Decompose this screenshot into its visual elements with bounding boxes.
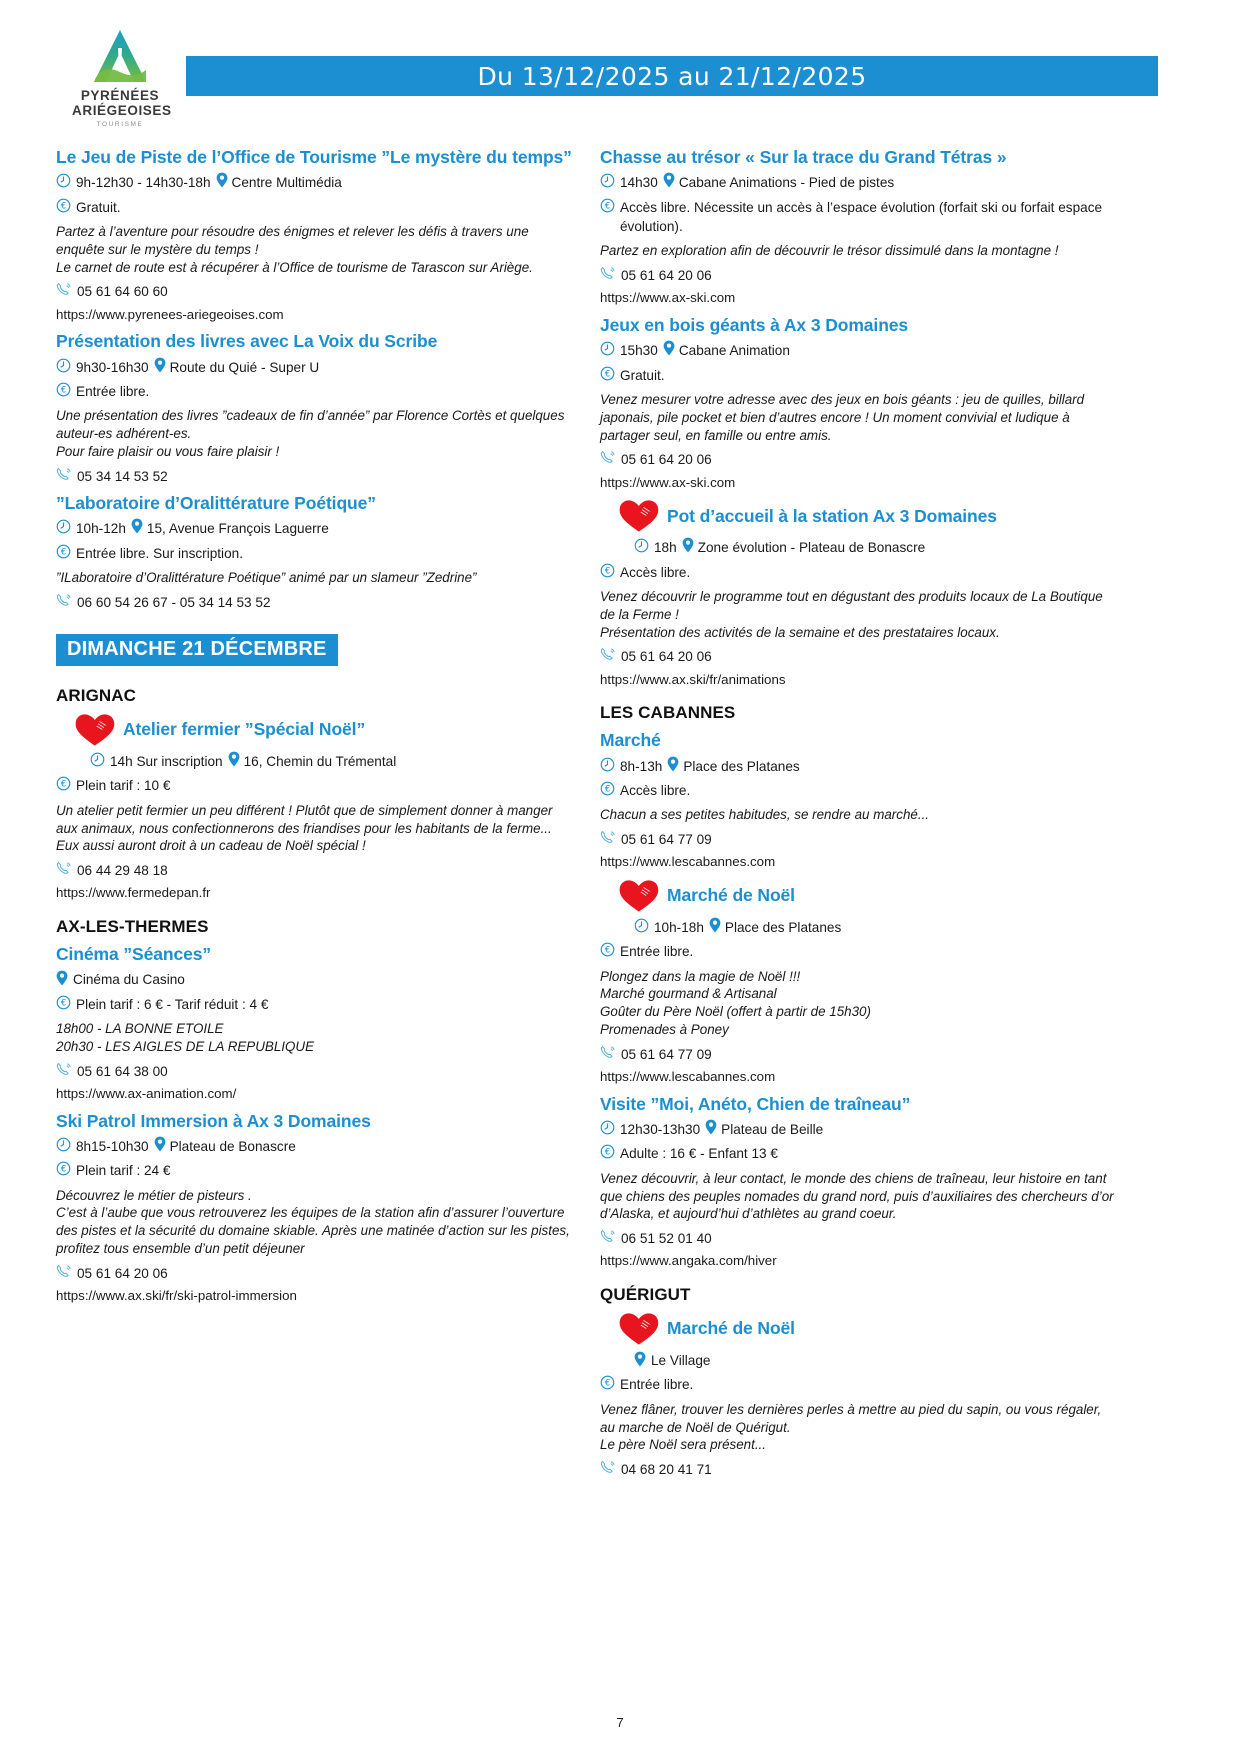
event-phone: 05 61 64 20 06	[621, 268, 712, 284]
location-pin-icon	[154, 1136, 166, 1152]
event-url[interactable]: https://www.ax-ski.com	[600, 474, 736, 490]
location-pin-icon	[709, 917, 721, 933]
event-entry	[56, 147, 572, 324]
svg-text:€: €	[60, 546, 67, 557]
euro-price-icon	[56, 995, 71, 1010]
svg-text:€: €	[604, 783, 611, 794]
event-place: Route du Quié - Super U	[169, 359, 320, 375]
euro-price-icon	[56, 382, 71, 397]
event-phone: 04 68 20 41 71	[621, 1462, 712, 1478]
page-number: 7	[616, 1715, 624, 1730]
event-description: Venez flâner, trouver les dernières perles à mettre au pied du sapin, ou vous régaler, au marche de Noël de Quérigut. Le père Noël sera présent...	[600, 1401, 1102, 1453]
event-price: Accès libre.	[620, 782, 691, 798]
euro-price-icon	[600, 1144, 615, 1159]
svg-text:€: €	[604, 565, 611, 576]
clock-icon	[56, 358, 71, 373]
event-price-line	[56, 775, 572, 795]
event-schedule-line	[634, 917, 1116, 937]
event-phone: 05 61 64 20 06	[77, 1265, 168, 1281]
event-schedule-line	[634, 537, 1116, 557]
svg-text:€: €	[60, 384, 67, 395]
svg-text:€: €	[60, 779, 67, 790]
event-place: Cabane Animations - Pied de pistes	[678, 175, 895, 191]
euro-price-icon	[600, 1375, 615, 1390]
event-url[interactable]: https://www.lescabannes.com	[600, 854, 776, 870]
event-phone: 05 61 64 20 06	[621, 452, 712, 468]
event-place-line	[634, 1350, 1116, 1370]
event-url[interactable]: https://www.lescabannes.com	[600, 1069, 776, 1085]
event-title: Le Jeu de Piste de l’Office de Tourisme ”Le mystère du temps”	[56, 147, 572, 167]
euro-price-icon	[56, 544, 71, 559]
event-place: Cinéma du Casino	[73, 972, 185, 988]
event-time: 14h30	[620, 175, 658, 191]
euro-price-icon	[56, 1161, 71, 1176]
event-url[interactable]: https://www.ax-animation.com/	[56, 1085, 237, 1101]
event-place: 15, Avenue François Laguerre	[146, 521, 329, 537]
event-price: Entrée libre.	[620, 1377, 694, 1393]
phone-icon	[56, 1264, 72, 1279]
day-banner: DIMANCHE 21 DÉCEMBRE	[56, 634, 338, 666]
event-description: Partez en exploration afin de découvrir le trésor dissimulé dans la montagne !	[600, 243, 1059, 259]
clock-icon	[634, 918, 649, 933]
event-time: 8h15-10h30	[76, 1138, 149, 1154]
event-description: Chacun a ses petites habitudes, se rendre au marché...	[600, 807, 930, 823]
event-time: 10h-18h	[654, 919, 704, 935]
event-price-line	[600, 941, 1116, 961]
event-price-line	[600, 780, 1116, 800]
location-pin-icon	[634, 1351, 646, 1367]
event-price: Gratuit.	[76, 199, 121, 215]
event-phone-line[interactable]	[56, 281, 572, 301]
event-url[interactable]: https://www.pyrenees-ariegeoises.com	[56, 306, 284, 322]
phone-icon	[56, 1062, 72, 1077]
event-phone: 05 34 14 53 52	[77, 468, 168, 484]
event-price: Plein tarif : 10 €	[76, 778, 171, 794]
svg-text:€: €	[604, 1147, 611, 1158]
location-pin-icon	[216, 172, 228, 188]
heart-favourite-icon	[618, 879, 660, 913]
location-pin-icon	[154, 357, 166, 373]
euro-price-icon	[600, 563, 615, 578]
phone-icon	[56, 593, 72, 608]
euro-price-icon	[600, 781, 615, 796]
euro-price-icon	[56, 776, 71, 791]
event-price: Entrée libre.	[76, 383, 150, 399]
phone-icon	[600, 266, 616, 281]
event-phone-line[interactable]	[600, 829, 1116, 849]
event-place-line	[56, 969, 572, 989]
event-price-line	[600, 1143, 1116, 1163]
event-title-with-heart	[618, 499, 1116, 533]
location-pin-icon	[705, 1119, 717, 1135]
heart-favourite-icon	[618, 1312, 660, 1346]
pyrenees-a-logo-icon	[72, 26, 168, 88]
logo-text-line3: TOURISME	[96, 120, 144, 128]
event-phone-line[interactable]	[56, 592, 572, 612]
event-title: Présentation des livres avec La Voix du Scribe	[56, 331, 438, 352]
event-phone: 05 61 64 60 60	[77, 284, 168, 300]
event-title: Marché	[600, 730, 661, 751]
event-price-line	[56, 381, 572, 401]
event-place: Place des Platanes	[683, 758, 800, 774]
event-phone-line[interactable]	[600, 449, 1116, 469]
euro-price-icon	[56, 198, 71, 213]
event-time: 9h30-16h30	[76, 359, 149, 375]
phone-icon	[56, 861, 72, 876]
event-entry	[600, 1312, 1116, 1479]
phone-icon	[600, 830, 616, 845]
event-entry	[56, 713, 572, 903]
event-time: 10h-12h	[76, 521, 126, 537]
event-time: 8h-13h	[620, 758, 663, 774]
event-title: ”Laboratoire d’Oralittérature Poétique”	[56, 493, 376, 514]
event-price: Adulte : 16 € - Enfant 13 €	[620, 1146, 778, 1162]
svg-text:€: €	[604, 944, 611, 955]
svg-text:€: €	[604, 368, 611, 379]
event-price-line	[56, 994, 572, 1014]
euro-price-icon	[600, 366, 615, 381]
event-place: Place des Platanes	[724, 919, 842, 935]
right-column	[600, 140, 1116, 1483]
clock-icon	[56, 173, 71, 188]
event-price-line	[56, 543, 572, 563]
date-range-banner: Du 13/12/2025 au 21/12/2025	[186, 56, 1158, 96]
event-description: Venez découvrir le programme tout en dégustant des produits locaux de La Boutique de la Ferme ! Présentation des activités de la semaine et des prestataires locaux.	[600, 588, 1103, 640]
event-schedule-line	[56, 172, 572, 192]
event-price: Entrée libre.	[620, 944, 694, 960]
phone-icon	[600, 647, 616, 662]
event-time: 18h	[654, 540, 677, 556]
event-description: Venez découvrir, à leur contact, le monde des chiens de traîneau, leur histoire en tant que chiens des peuples nomades du grand nord, puis d’auxiliaires des chercheurs d’or d’Alaska, et aujourd’hui d’athlètes au grand coeur.	[600, 1170, 1114, 1222]
euro-price-icon	[600, 942, 615, 957]
town-heading: QUÉRIGUT	[600, 1285, 691, 1305]
location-pin-icon	[131, 518, 143, 534]
logo-text-line1: PYRÉNÉES	[80, 88, 160, 103]
heart-favourite-icon	[74, 713, 116, 747]
phone-icon	[56, 282, 72, 297]
event-title: Ski Patrol Immersion à Ax 3 Domaines	[56, 1110, 371, 1131]
event-schedule-line	[56, 1136, 572, 1156]
event-price: Gratuit.	[620, 367, 665, 383]
event-description: Une présentation des livres ”cadeaux de fin d’année” par Florence Cortès et quelques auteur-es adhérent-es. Pour faire plaisir ou vous faire plaisir !	[56, 408, 565, 459]
brand-logo	[72, 26, 172, 128]
clock-icon	[56, 519, 71, 534]
phone-icon	[600, 450, 616, 465]
event-description: Partez à l’aventure pour résoudre des énigmes et relever les défis à travers une enquête sur le mystère du temps ! Le carnet de route est à récupérer à l’Office de tourisme de Tarascon sur Ariège.	[56, 223, 533, 275]
location-pin-icon	[228, 751, 240, 767]
clock-icon	[56, 1137, 71, 1152]
event-schedule-line	[56, 518, 572, 538]
event-schedule-line	[600, 1119, 1116, 1139]
event-phone: 05 61 64 20 06	[621, 649, 712, 665]
event-title-text: Atelier fermier ”Spécial Noël”	[123, 719, 366, 740]
event-place: Zone évolution - Plateau de Bonascre	[697, 540, 926, 556]
svg-text:€: €	[604, 1378, 611, 1389]
event-title-text: Pot d’accueil à la station Ax 3 Domaines	[667, 505, 997, 526]
event-url[interactable]: https://www.angaka.com/hiver	[600, 1253, 777, 1269]
event-phone: 05 61 64 77 09	[621, 832, 712, 848]
event-title-text: Marché de Noël	[667, 1318, 795, 1339]
event-time: 14h Sur inscription	[110, 754, 223, 770]
event-time: 12h30-13h30	[620, 1122, 701, 1138]
event-schedule-line	[600, 172, 1116, 192]
event-place: Plateau de Beille	[721, 1122, 824, 1138]
event-description: Venez mesurer votre adresse avec des jeux en bois géants : jeu de quilles, billard japonais, pile pocket et bien d’autres encore ! Un moment convivial et ludique à partager seul, en famille ou entre amis.	[600, 391, 1085, 443]
page-header	[0, 0, 1240, 128]
event-price: Entrée libre. Sur inscription.	[76, 545, 243, 561]
event-phone-line[interactable]	[600, 1459, 1116, 1479]
event-phone-line[interactable]	[600, 1044, 1116, 1064]
event-phone-line[interactable]	[56, 466, 572, 486]
content-columns	[0, 140, 1240, 1483]
event-schedule-line	[600, 340, 1116, 360]
clock-icon	[600, 173, 615, 188]
town-heading: LES CABANNES	[600, 703, 736, 723]
clock-icon	[600, 757, 615, 772]
event-phone: 06 44 29 48 18	[77, 863, 168, 879]
location-pin-icon	[667, 756, 679, 772]
svg-text:€: €	[60, 200, 67, 211]
event-price-line	[56, 1160, 572, 1180]
left-column	[56, 140, 572, 1483]
event-schedule-line	[90, 751, 572, 771]
town-heading: ARIGNAC	[56, 686, 137, 706]
event-phone-line[interactable]	[600, 646, 1116, 666]
event-phone: 05 61 64 38 00	[77, 1063, 168, 1079]
phone-icon	[600, 1045, 616, 1060]
event-url[interactable]: https://www.ax-ski.com	[600, 290, 736, 306]
location-pin-icon	[663, 172, 675, 188]
event-price-line	[600, 1374, 1116, 1394]
event-price-line	[600, 365, 1116, 385]
event-phone-line[interactable]	[600, 1228, 1116, 1248]
event-phone-line[interactable]	[56, 1263, 572, 1283]
event-url[interactable]: https://www.ax.ski/fr/animations	[600, 671, 786, 687]
event-entry	[56, 493, 572, 612]
event-place: Cabane Animation	[678, 343, 790, 359]
event-url[interactable]: https://www.ax.ski/fr/ski-patrol-immersion	[56, 1288, 297, 1304]
location-pin-icon	[682, 537, 694, 553]
event-schedule-line	[56, 357, 572, 377]
clock-icon	[600, 341, 615, 356]
event-phone-line[interactable]	[56, 1061, 572, 1081]
event-title: Cinéma ”Séances”	[56, 944, 212, 965]
event-description: Plongez dans la magie de Noël !!! Marché gourmand & Artisanal Goûter du Père Noël (offert à partir de 15h30) Promenades à Poney	[600, 968, 871, 1038]
euro-price-icon	[600, 198, 615, 213]
event-description: Un atelier petit fermier un peu différent ! Plutôt que de simplement donner à manger aux animaux, nous confectionnerons des friandises pour les habitants de la ferme... Eux aussi auront droit à un cadeau de Noël spécial !	[56, 802, 553, 854]
event-url[interactable]: https://www.fermedepan.fr	[56, 885, 211, 901]
event-phone-line[interactable]	[56, 860, 572, 880]
event-entry	[600, 879, 1116, 1087]
logo-text-line2: ARIÉGEOISES	[72, 102, 172, 118]
event-phone-line[interactable]	[600, 265, 1116, 285]
event-title-with-heart	[618, 1312, 1116, 1346]
event-time: 9h-12h30 - 14h30-18h	[76, 175, 211, 191]
event-place: Centre Multimédia	[231, 175, 342, 191]
event-place: Plateau de Bonascre	[169, 1138, 296, 1154]
heart-favourite-icon	[618, 499, 660, 533]
location-pin-icon	[56, 970, 68, 986]
event-price: Plein tarif : 6 € - Tarif réduit : 4 €	[76, 996, 269, 1012]
event-description: 18h00 - LA BONNE ETOILE 20h30 - LES AIGLES DE LA REPUBLIQUE	[56, 1021, 315, 1054]
clock-icon	[634, 538, 649, 553]
event-title-with-heart	[618, 879, 1116, 913]
event-title: Jeux en bois géants à Ax 3 Domaines	[600, 314, 909, 335]
event-schedule-line	[600, 756, 1116, 776]
town-heading: AX-LES-THERMES	[56, 917, 209, 937]
event-price-line	[56, 197, 572, 217]
event-description: ”ILaboratoire d’Oralittérature Poétique” animé par un slameur ”Zedrine”	[56, 569, 477, 585]
event-phone: 06 60 54 26 67 - 05 34 14 53 52	[77, 594, 271, 610]
event-time: 15h30	[620, 343, 658, 359]
phone-icon	[600, 1460, 616, 1475]
event-entry	[600, 499, 1116, 689]
svg-text:€: €	[60, 997, 67, 1008]
event-entry	[600, 1094, 1116, 1271]
event-entry	[600, 730, 1116, 872]
clock-icon	[90, 752, 105, 767]
event-price: Plein tarif : 24 €	[76, 1163, 171, 1179]
event-place: 16, Chemin du Trémental	[243, 754, 397, 770]
svg-text:€: €	[60, 1163, 67, 1174]
event-title: Visite ”Moi, Anéto, Chien de traîneau”	[600, 1093, 911, 1114]
event-entry	[56, 1111, 572, 1306]
event-phone: 06 51 52 01 40	[621, 1231, 712, 1247]
event-title: Chasse au trésor « Sur la trace du Grand Tétras »	[600, 147, 1007, 167]
event-price-line	[600, 197, 1116, 237]
location-pin-icon	[663, 340, 675, 356]
event-entry	[56, 944, 572, 1104]
clock-icon	[600, 1120, 615, 1135]
event-description: Découvrez le métier de pisteurs . C’est à l’aube que vous retrouverez les équipes de la station afin d’assurer l’ouverture des pistes et la sécurité du domaine skiable. Après une matinée d’action sur les pistes, profitez tous ensemble d’un petit déjeuner	[56, 1187, 570, 1257]
event-price-line	[600, 562, 1116, 582]
event-price: Accès libre. Nécessite un accès à l’espace évolution (forfait ski ou forfait espace évolution).	[620, 199, 1103, 234]
event-entry	[56, 331, 572, 486]
event-title-with-heart	[74, 713, 572, 747]
svg-text:€: €	[604, 200, 611, 211]
phone-icon	[56, 467, 72, 482]
event-title-text: Marché de Noël	[667, 885, 795, 906]
event-place: Le Village	[651, 1353, 711, 1369]
event-entry	[600, 315, 1116, 492]
event-entry	[600, 147, 1116, 308]
event-price: Accès libre.	[620, 564, 691, 580]
event-phone: 05 61 64 77 09	[621, 1046, 712, 1062]
phone-icon	[600, 1229, 616, 1244]
